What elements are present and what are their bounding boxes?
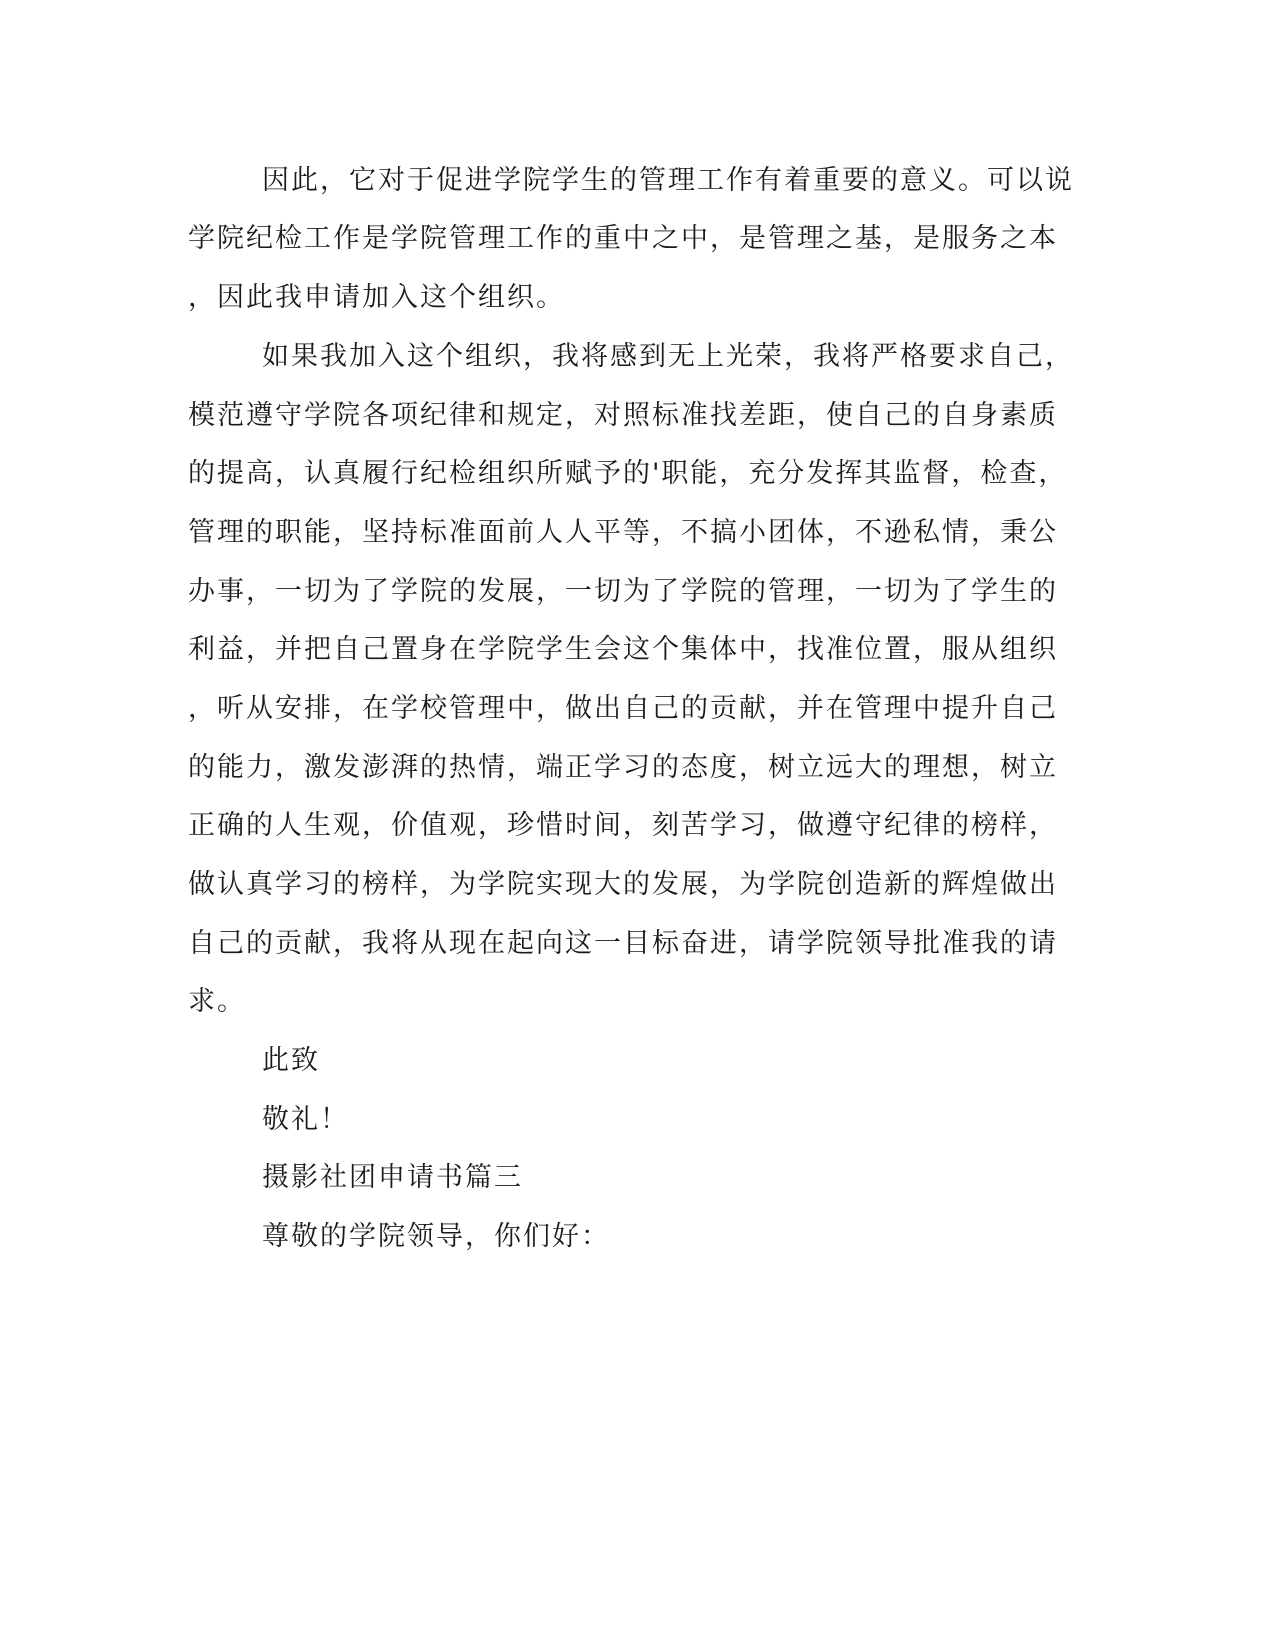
- text-line-13: 做认真学习的榜样，为学院实现大的发展，为学院创造新的辉煌做出: [188, 869, 1058, 900]
- text-line-8: 办事，一切为了学院的发展，一切为了学院的管理，一切为了学生的: [188, 576, 1058, 607]
- section-title: 摄影社团申请书篇三: [262, 1162, 523, 1193]
- closing-salutation: 此致: [262, 1045, 320, 1076]
- text-line-1: 因此，它对于促进学院学生的管理工作有着重要的意义。可以说: [262, 165, 1074, 196]
- text-line-7: 管理的职能，坚持标准面前人人平等，不搞小团体，不逊私情，秉公: [188, 517, 1058, 548]
- greeting: 尊敬的学院领导，你们好：: [262, 1221, 610, 1252]
- text-line-10: ，听从安排，在学校管理中，做出自己的贡献，并在管理中提升自己: [188, 693, 1058, 724]
- text-line-2: 学院纪检工作是学院管理工作的重中之中，是管理之基，是服务之本: [188, 223, 1058, 254]
- text-line-4: 如果我加入这个组织，我将感到无上光荣，我将严格要求自己，: [262, 341, 1074, 372]
- text-line-11: 的能力，激发澎湃的热情，端正学习的态度，树立远大的理想，树立: [188, 752, 1058, 783]
- closing-regards: 敬礼！: [262, 1104, 349, 1135]
- text-line-14: 自己的贡献，我将从现在起向这一目标奋进，请学院领导批准我的请: [188, 928, 1058, 959]
- text-line-5: 模范遵守学院各项纪律和规定，对照标准找差距，使自己的自身素质: [188, 400, 1058, 431]
- text-line-15: 求。: [188, 986, 246, 1017]
- text-line-3: ，因此我申请加入这个组织。: [188, 282, 565, 313]
- text-line-12: 正确的人生观，价值观，珍惜时间，刻苦学习，做遵守纪律的榜样，: [188, 810, 1058, 841]
- text-line-9: 利益，并把自己置身在学院学生会这个集体中，找准位置，服从组织: [188, 634, 1058, 665]
- text-line-6: 的提高，认真履行纪检组织所赋予的'职能，充分发挥其监督，检查，: [188, 458, 1068, 489]
